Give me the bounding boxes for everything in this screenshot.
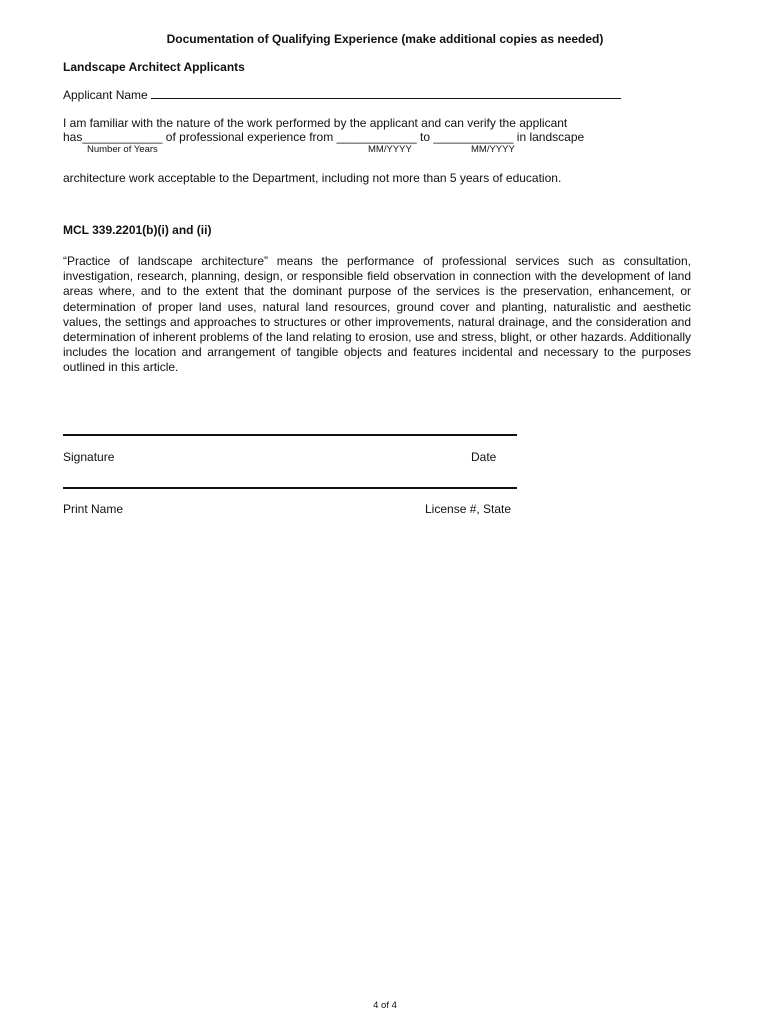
applicant-name-label: Applicant Name [63, 88, 148, 102]
definition-paragraph: “Practice of landscape architecture” means the performance of professional services such as consultation, investigation, research, planning, design, or responsible field observation in connection with the development of land areas where, and to the extent that the dominant purpose of the services is the preservation, enhancement, or determination of proper land uses, natural land resources, ground cover and planting, naturalistic and aesthetic values, the settings and approaches to structures or other improvements, natural drainage, and the consideration and determination of inherent problems of the land relating to erosion, use and stress, blight, or other hazards. Additionally includes the location and arrangement of tangible objects and features incidental and necessary to the purposes outlined in this article. [63, 254, 691, 375]
from-date-label: MM/YYYY [368, 144, 412, 155]
in-landscape-text: in landscape [516, 130, 585, 144]
signature-label: Signature [63, 450, 115, 464]
years-field[interactable]: ____________ [82, 130, 163, 144]
experience-text: of professional experience from [165, 130, 334, 144]
applicant-name-field[interactable] [151, 98, 621, 99]
number-of-years-label: Number of Years [87, 144, 158, 155]
signature-line[interactable] [63, 434, 517, 436]
section-heading: Landscape Architect Applicants [63, 60, 245, 74]
to-text: to [420, 130, 431, 144]
applicant-name-row [63, 88, 621, 102]
print-name-label: Print Name [63, 502, 124, 516]
page-number: 4 of 4 [373, 1000, 397, 1011]
from-date-field[interactable]: ____________ [336, 130, 417, 144]
statement-line-1: I am familiar with the nature of the work performed by the applicant and can verify the applicant [63, 116, 568, 130]
statement-line-3: architecture work acceptable to the Department, including not more than 5 years of education. [63, 171, 562, 185]
to-date-field[interactable]: ____________ [433, 130, 514, 144]
date-label: Date [471, 450, 497, 464]
license-state-label: License #, State [425, 502, 512, 516]
mcl-heading: MCL 339.2201(b)(i) and (ii) [63, 223, 212, 237]
to-date-label: MM/YYYY [471, 144, 515, 155]
has-text: has [63, 130, 83, 144]
statement-line-2 [63, 130, 584, 144]
print-name-line[interactable] [63, 487, 517, 489]
page-title: Documentation of Qualifying Experience (make additional copies as needed) [166, 32, 604, 46]
